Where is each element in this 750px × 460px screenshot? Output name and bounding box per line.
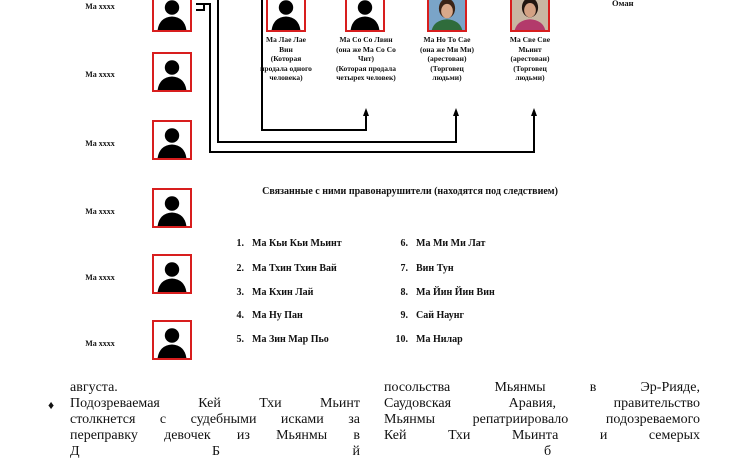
person-silhouette-icon [152,0,192,32]
person-silhouette-icon [152,52,192,92]
suspect-caption: Ма Лае Лае Вин (Которая продала одного человека) [260,35,312,83]
person-silhouette-icon [152,120,192,160]
victim-label: Ма хxxx [85,273,115,282]
suspect-caption: Ма Со Со Лвин (она же Ма Со Со Чит) (Которая продала четырех человек) [336,35,396,83]
list-item: 1. Ма Кьи Кьи Мьинт [236,238,342,249]
suspect-caption: Ма Све Све Мьинт (арестован) (Торговец людьми) [509,35,551,83]
suspect-photo [427,0,467,32]
list-item: 3. Ма Кхин Лай [236,287,314,298]
victim-label: Ма хxxx [85,139,115,148]
list-item: 9. Сай Наунг [400,310,465,321]
list-item: 2. Ма Тхин Тхин Вай [236,263,337,274]
suspect-caption: Ма Но То Сае (она же Ми Ми) (арестован) (Торговец людьми) [420,35,474,83]
list-item: 6. Ма Ми Ми Лат [400,238,486,249]
suspect-photo [510,0,550,32]
person-silhouette-icon [152,254,192,294]
list-item: 7. Вин Тун [400,263,454,274]
list-item: 5. Ма Зин Мар Пьо [236,334,329,345]
body-text-right: посольства Мьянмы в Эр-Рияде, Саудовская Аравия, правительство Мьянмы репатриировало подозреваемого Кей Тхи Мьинта и семерых б [384,380,700,459]
victim-label: Ма хxxx [85,207,115,216]
section-title: Связанные с ними правонарушители (находятся под следствием) [262,186,558,197]
victim-label: Ма хxxx [85,339,115,348]
body-text-left: августа. Подозреваемая Кей Тхи Мьинт столкнется с судебными исками за переправку девочек из Мьянмы в Д Б й [70,380,360,459]
destination-label: Оман [612,0,634,8]
victim-label: Ма хxxx [85,70,115,79]
list-item: 8. Ма Йин Йин Вин [400,287,495,298]
person-silhouette-icon [152,320,192,360]
list-item: 4. Ма Ну Пан [236,310,303,321]
person-silhouette-icon [345,0,385,32]
person-silhouette-icon [266,0,306,32]
list-item: 10. Ма Нилар [395,334,463,345]
bullet-icon: ♦ [48,398,55,412]
victim-label: Ма хxxx [85,2,115,11]
